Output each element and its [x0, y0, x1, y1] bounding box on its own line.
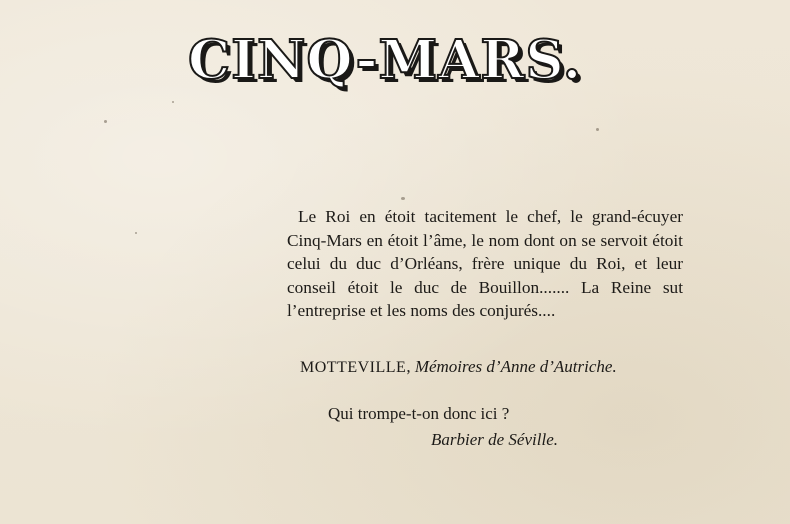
paper-speck [104, 120, 107, 123]
epigraph-text: Qui trompe-t-on donc ici ? [328, 404, 510, 423]
attribution-work: Mémoires d’Anne d’Autriche. [414, 357, 617, 376]
attribution-separator: , [406, 357, 415, 376]
book-title: CINQ-MARS. [188, 29, 583, 91]
epigraph-attribution: Barbier de Séville. [431, 430, 558, 449]
paper-speck [172, 101, 174, 103]
paper-speck [135, 232, 137, 234]
attribution-author: MOTTEVILLE [300, 359, 407, 376]
quote-text: Le Roi en étoit tacitement le chef, le grand-écuyer Cinq-Mars en étoit l’âme, le nom dont on se servoit étoit celui du duc d’Orléans, frère unique du Roi, et leur conseil étoit le duc de Bouillon....... La Reine sut l’entreprise et les noms des conjurés.... [287, 207, 683, 320]
quote-attribution [300, 357, 617, 377]
quote-block [287, 205, 683, 323]
paper-speck [401, 197, 405, 200]
paper-speck [596, 128, 599, 131]
